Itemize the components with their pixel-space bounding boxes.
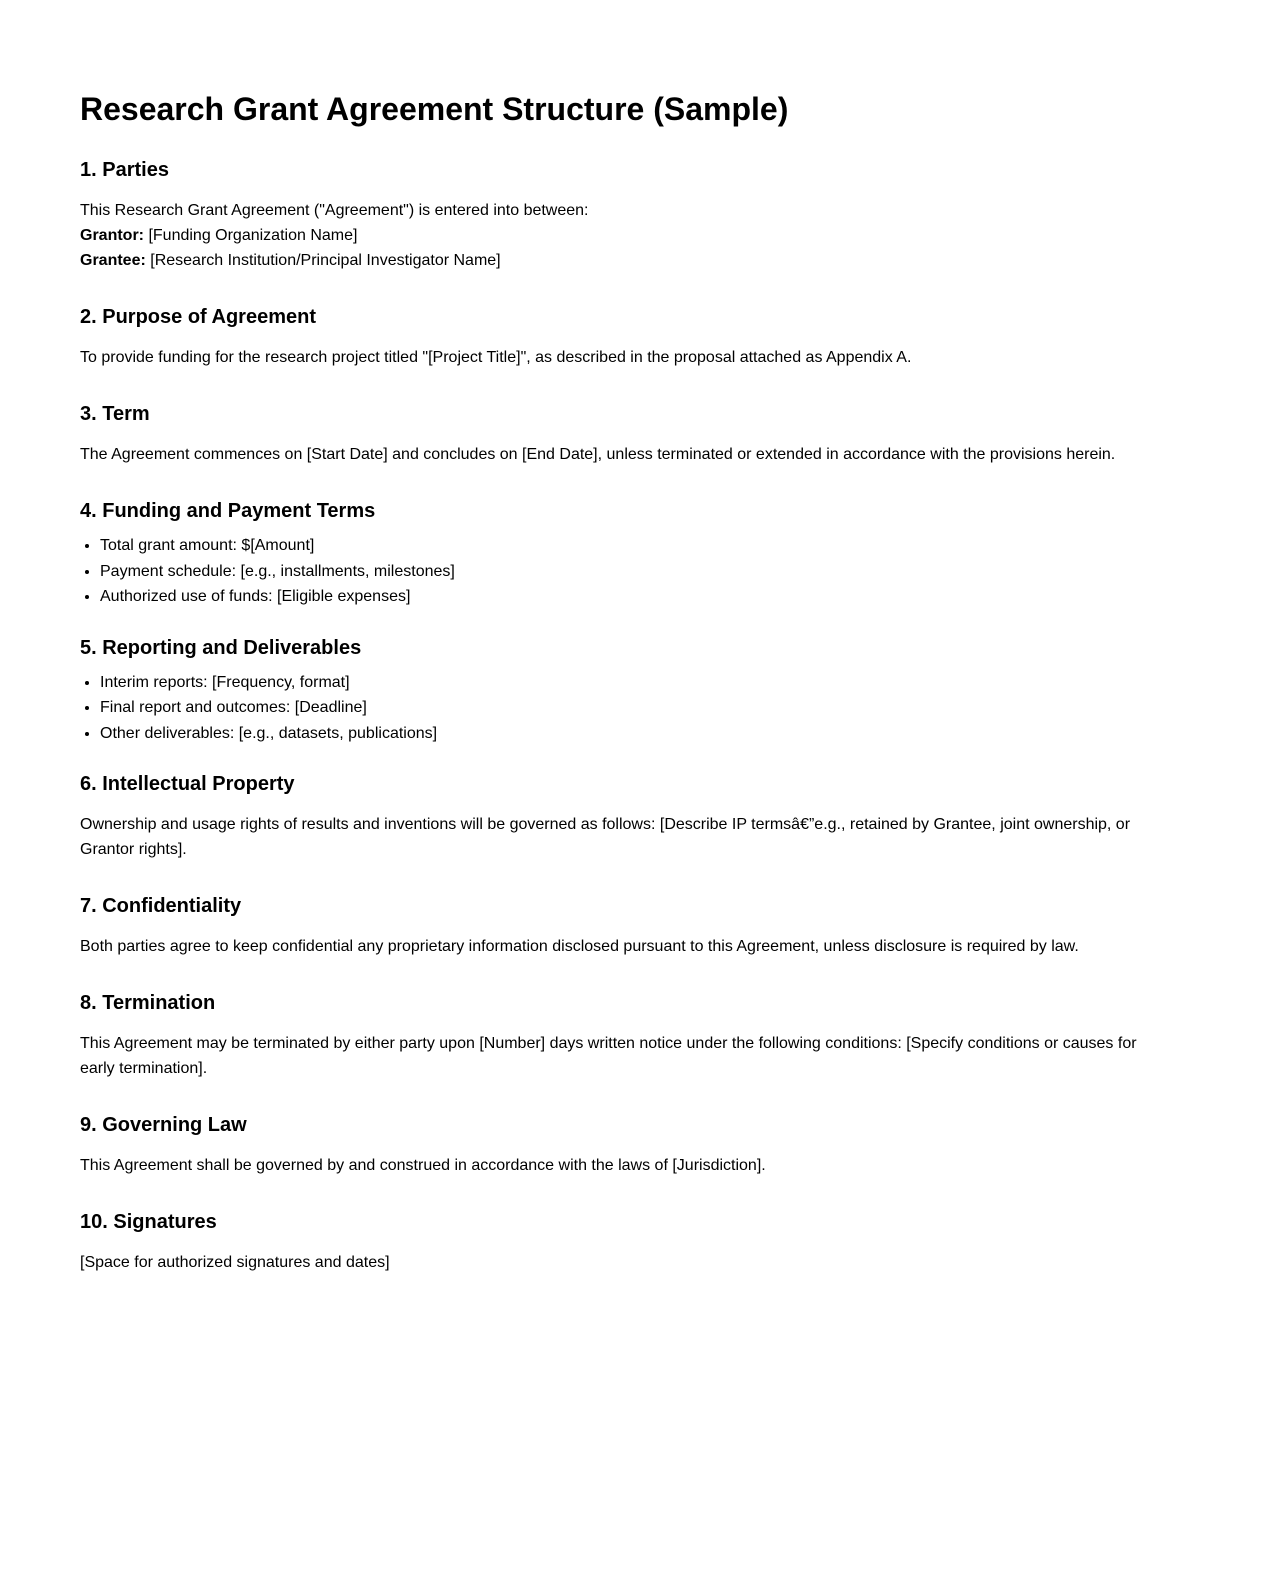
section-heading: 1. Parties <box>80 159 169 181</box>
grantor-value: [Funding Organization Name] <box>144 227 358 244</box>
confidentiality-text: Both parties agree to keep confidential any proprietary information disclosed pursuant to this Agreement, unless disclosure is required by law. <box>80 938 1079 955</box>
section-parties <box>80 158 1183 273</box>
term-text: The Agreement commences on [Start Date] and concludes on [End Date], unless terminated or extended in accordance with the provisions herein. <box>80 446 1116 463</box>
section-intellectual-property <box>80 772 1183 862</box>
purpose-text: To provide funding for the research project titled "[Project Title]", as described in the proposal attached as Appendix A. <box>80 349 912 366</box>
list-item: • Total grant amount: $[Amount] <box>100 533 1183 559</box>
section-termination <box>80 991 1183 1081</box>
grantee-line <box>80 248 1183 273</box>
list-item: • Other deliverables: [e.g., datasets, publications] <box>100 721 1183 747</box>
section-heading: 10. Signatures <box>80 1211 217 1233</box>
section-heading: 4. Funding and Payment Terms <box>80 500 376 522</box>
ip-text: Ownership and usage rights of results and inventions will be governed as follows: [Describe IP termsâ€”e.g., retained by Grantee, joint ownership, or Grantor rights]. <box>80 816 1131 858</box>
section-purpose <box>80 305 1183 370</box>
section-confidentiality <box>80 894 1183 959</box>
list-item: • Final report and outcomes: [Deadline] <box>100 695 1183 721</box>
section-heading: 6. Intellectual Property <box>80 773 295 795</box>
list-item: • Authorized use of funds: [Eligible expenses] <box>100 584 1183 610</box>
section-term <box>80 402 1183 467</box>
grantor-label: Grantor: <box>80 227 144 244</box>
list-item: • Payment schedule: [e.g., installments, milestones] <box>100 559 1183 585</box>
funding-list <box>80 533 1183 610</box>
section-governing-law <box>80 1113 1183 1178</box>
grantee-value: [Research Institution/Principal Investigator Name] <box>145 252 501 269</box>
section-signatures <box>80 1210 1183 1275</box>
parties-block <box>80 198 1183 273</box>
section-heading: 9. Governing Law <box>80 1114 247 1136</box>
section-funding <box>80 499 1183 610</box>
section-heading: 8. Termination <box>80 992 216 1014</box>
section-heading: 7. Confidentiality <box>80 895 242 917</box>
document-title: Research Grant Agreement Structure (Sample) <box>80 91 789 127</box>
termination-text: This Agreement may be terminated by either party upon [Number] days written notice under the following conditions: [Specify conditions or causes for early termination]. <box>80 1035 1137 1077</box>
section-heading: 2. Purpose of Agreement <box>80 306 316 328</box>
section-reporting <box>80 636 1183 747</box>
list-item: • Interim reports: [Frequency, format] <box>100 670 1183 696</box>
parties-intro: This Research Grant Agreement ("Agreement") is entered into between: <box>80 202 589 219</box>
governing-law-text: This Agreement shall be governed by and construed in accordance with the laws of [Jurisdiction]. <box>80 1157 766 1174</box>
section-heading: 5. Reporting and Deliverables <box>80 636 362 659</box>
section-heading: 3. Term <box>80 403 150 425</box>
reporting-list <box>80 670 1183 747</box>
grantor-line <box>80 223 1183 248</box>
signatures-text: [Space for authorized signatures and dates] <box>80 1254 390 1271</box>
grantee-label: Grantee: <box>80 252 146 269</box>
